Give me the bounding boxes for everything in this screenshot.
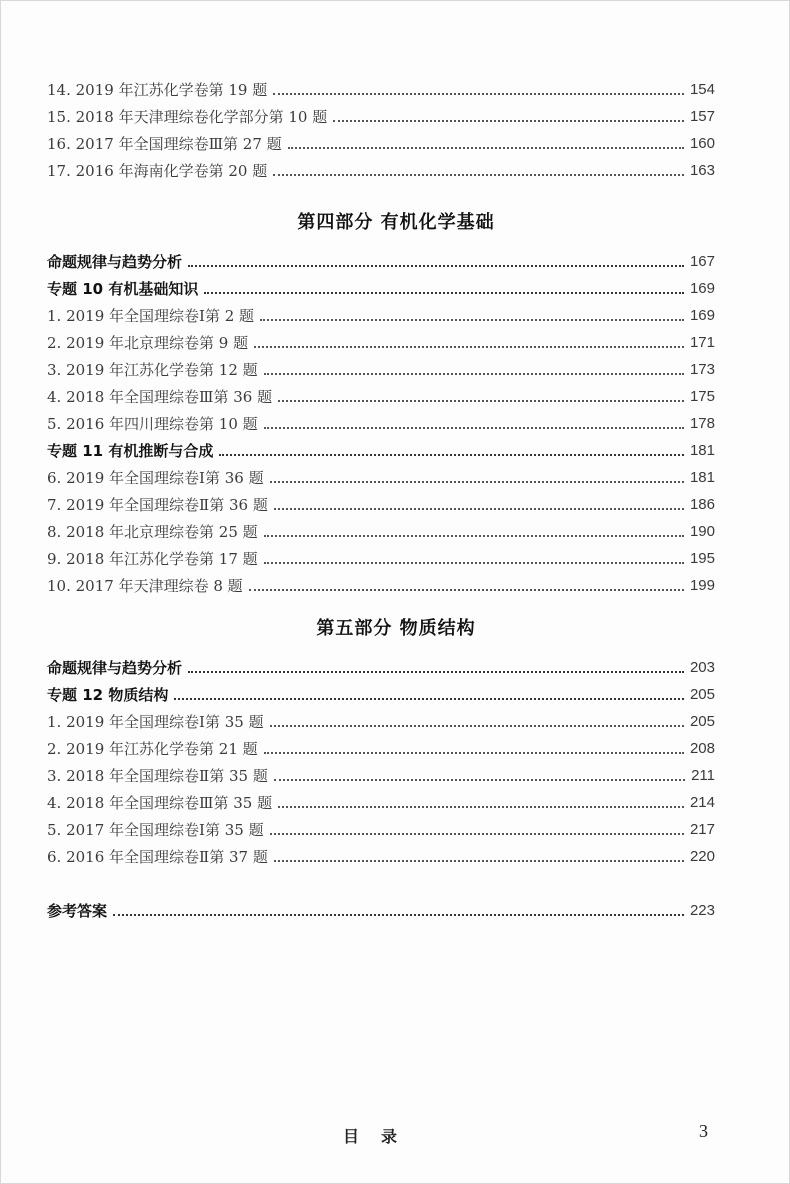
toc-entry	[47, 515, 715, 542]
entry-label: 9. 2018 年江苏化学卷第 17 题	[47, 550, 258, 568]
entry-label: 专题 10 有机基础知识	[47, 280, 199, 298]
leader-dots	[188, 671, 684, 673]
entry-page-number: 217	[689, 821, 715, 838]
entry-label: 8. 2018 年北京理综卷第 25 题	[47, 523, 258, 541]
leader-dots	[264, 752, 684, 754]
leader-dots	[270, 833, 684, 835]
entry-label: 6. 2019 年全国理综卷Ⅰ第 36 题	[47, 469, 264, 487]
entry-label: 命题规律与趋势分析	[47, 253, 183, 271]
toc-entry	[47, 326, 715, 353]
leader-dots	[204, 292, 684, 294]
entry-page-number: 181	[689, 442, 715, 459]
entry-page-number: 205	[689, 713, 715, 730]
entry-page-number: 208	[689, 740, 715, 757]
entry-page-number: 205	[689, 686, 715, 703]
entry-page-number: 190	[689, 523, 715, 540]
entry-page-number: 181	[689, 469, 715, 486]
entry-page-number: 163	[689, 162, 715, 179]
entry-label: 5. 2016 年四川理综卷第 10 题	[47, 415, 258, 433]
entry-page-number: 186	[689, 496, 715, 513]
entry-page-number: 203	[689, 659, 715, 676]
leader-dots	[274, 779, 685, 781]
entry-label: 5. 2017 年全国理综卷Ⅰ第 35 题	[47, 821, 264, 839]
entry-label: 1. 2019 年全国理综卷Ⅰ第 2 题	[47, 307, 255, 325]
entry-page-number: 160	[689, 135, 715, 152]
toc-entry	[47, 434, 715, 461]
toc-entry	[47, 732, 715, 759]
entry-page-number: 169	[689, 307, 715, 324]
toc-entry	[47, 127, 715, 154]
toc-entry	[47, 759, 715, 786]
entry-label: 专题 11 有机推断与合成	[47, 442, 214, 460]
leader-dots	[333, 120, 684, 122]
toc-entry	[47, 461, 715, 488]
entry-label: 2. 2019 年江苏化学卷第 21 题	[47, 740, 258, 758]
leader-dots	[273, 174, 684, 176]
toc-entry	[47, 542, 715, 569]
toc-entry	[47, 894, 715, 921]
toc-entry	[47, 100, 715, 127]
entry-label: 1. 2019 年全国理综卷Ⅰ第 35 题	[47, 713, 264, 731]
entry-page-number: 178	[689, 415, 715, 432]
toc-entry	[47, 813, 715, 840]
leader-dots	[264, 562, 684, 564]
leader-dots	[174, 698, 684, 700]
toc-entry	[47, 299, 715, 326]
toc-entry	[47, 651, 715, 678]
leader-dots	[278, 806, 684, 808]
entry-page-number: 167	[689, 253, 715, 270]
toc-entry	[47, 488, 715, 515]
entry-page-number: 195	[689, 550, 715, 567]
entry-page-number: 154	[689, 81, 715, 98]
toc-entry	[47, 154, 715, 181]
entry-label: 参考答案	[47, 902, 108, 920]
leader-dots	[260, 319, 684, 321]
toc-entry	[47, 245, 715, 272]
leader-dots	[278, 400, 684, 402]
leader-dots	[264, 373, 684, 375]
leader-dots	[274, 860, 684, 862]
leader-dots	[264, 535, 684, 537]
entry-label: 17. 2016 年海南化学卷第 20 题	[47, 162, 268, 180]
entry-label: 4. 2018 年全国理综卷Ⅲ第 35 题	[47, 794, 273, 812]
entry-label: 7. 2019 年全国理综卷Ⅱ第 36 题	[47, 496, 268, 514]
toc-entry	[47, 569, 715, 596]
folio-page-number: 3	[699, 1121, 708, 1141]
toc-entry	[47, 73, 715, 100]
toc-entry	[47, 353, 715, 380]
leader-dots	[274, 508, 684, 510]
entry-label: 14. 2019 年江苏化学卷第 19 题	[47, 81, 268, 99]
entry-page-number: 214	[689, 794, 715, 811]
entry-page-number: 157	[689, 108, 715, 125]
leader-dots	[270, 725, 684, 727]
entry-label: 15. 2018 年天津理综卷化学部分第 10 题	[47, 108, 328, 126]
running-footer-title: 目录	[342, 1127, 419, 1146]
part-four-title: 第四部分 有机化学基础	[297, 212, 495, 233]
leader-dots	[249, 589, 684, 591]
toc-entry	[47, 272, 715, 299]
entry-label: 16. 2017 年全国理综卷Ⅲ第 27 题	[47, 135, 282, 153]
toc-entry	[47, 705, 715, 732]
entry-page-number: 223	[689, 902, 715, 919]
entry-label: 4. 2018 年全国理综卷Ⅲ第 36 题	[47, 388, 273, 406]
entry-page-number: 171	[689, 334, 715, 351]
leader-dots	[270, 481, 684, 483]
entry-label: 命题规律与趋势分析	[47, 659, 183, 677]
entry-page-number: 169	[689, 280, 715, 297]
entry-label: 10. 2017 年天津理综卷 8 题	[47, 577, 243, 595]
leader-dots	[188, 265, 684, 267]
entry-label: 6. 2016 年全国理综卷Ⅱ第 37 题	[47, 848, 268, 866]
entry-label: 3. 2019 年江苏化学卷第 12 题	[47, 361, 258, 379]
toc-entry	[47, 840, 715, 867]
part-five-title: 第五部分 物质结构	[316, 618, 476, 639]
leader-dots	[264, 427, 684, 429]
entry-page-number: 220	[689, 848, 715, 865]
entry-page-number: 211	[691, 767, 715, 784]
entry-page-number: 173	[689, 361, 715, 378]
toc-entry	[47, 407, 715, 434]
leader-dots	[273, 93, 684, 95]
toc-entry	[47, 678, 715, 705]
entry-label: 2. 2019 年北京理综卷第 9 题	[47, 334, 249, 352]
leader-dots	[254, 346, 684, 348]
entry-page-number: 199	[689, 577, 715, 594]
entry-label: 专题 12 物质结构	[47, 686, 169, 704]
leader-dots	[288, 147, 684, 149]
leader-dots	[113, 914, 684, 916]
toc-entry	[47, 380, 715, 407]
entry-page-number: 175	[689, 388, 715, 405]
entry-label: 3. 2018 年全国理综卷Ⅱ第 35 题	[47, 767, 268, 785]
leader-dots	[219, 454, 684, 456]
toc-entry	[47, 786, 715, 813]
